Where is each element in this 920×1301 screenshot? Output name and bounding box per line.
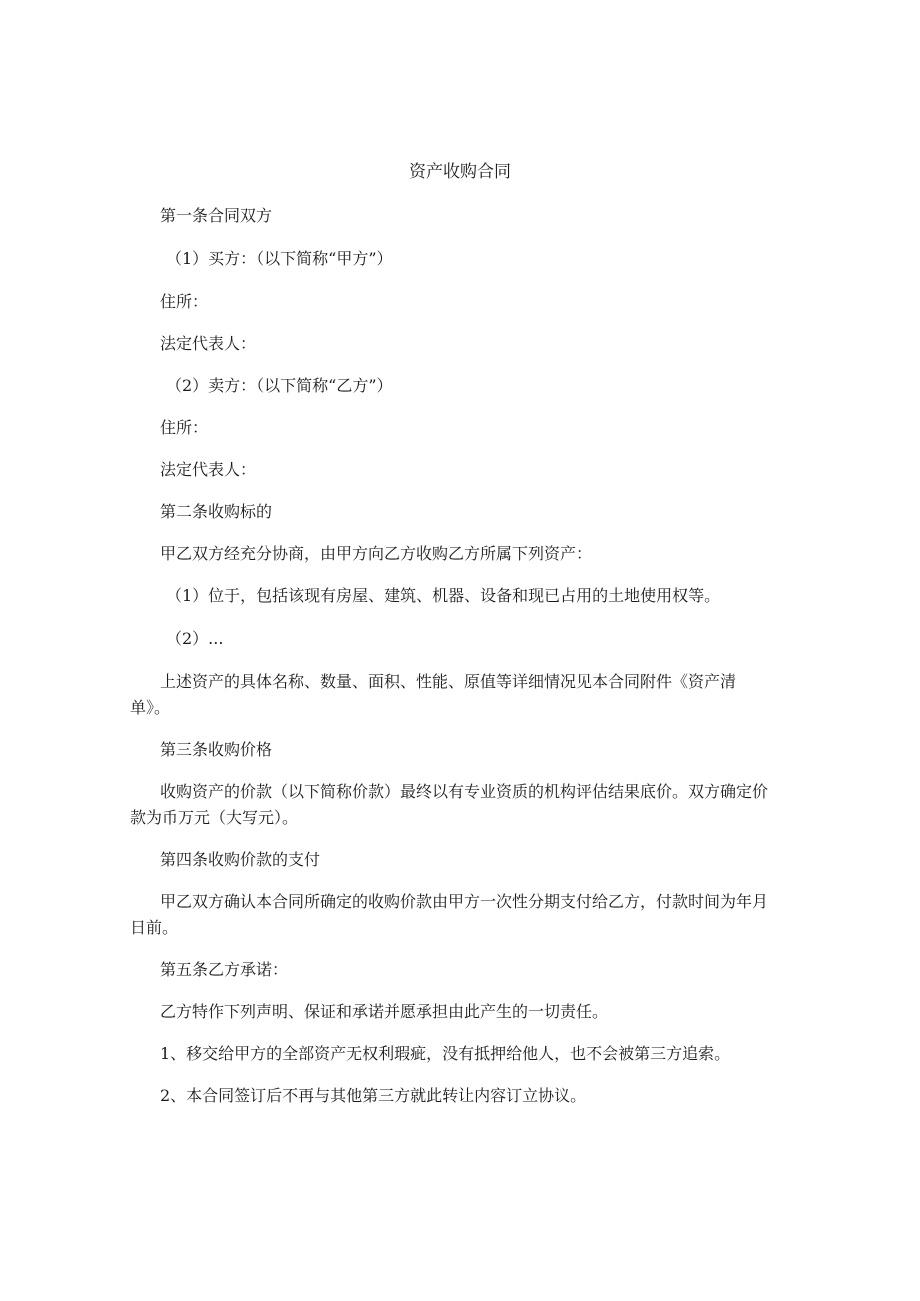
article-5-intro: 乙方特作下列声明、保证和承诺并愿承担由此产生的一切责任。 <box>160 1002 609 1021</box>
asset-item-1: （1）位于，包括该现有房屋、建筑、机器、设备和现已占用的土地使用权等。 <box>166 586 721 605</box>
promise-item-2: 2、本合同签订后不再与其他第三方就此转让内容订立协议。 <box>160 1086 587 1105</box>
price-line-2: 款为币万元（大写元）。 <box>130 808 299 827</box>
buyer-address: 住所： <box>160 292 209 311</box>
payment-line-1: 甲乙双方确认本合同所确定的收购价款由甲方一次性分期支付给乙方，付款时间为年月 <box>160 892 769 911</box>
asset-details-line-2: 单》。 <box>130 698 171 717</box>
article-3-heading: 第三条收购价格 <box>160 740 273 759</box>
seller-representative: 法定代表人： <box>160 460 257 479</box>
document-title: 资产收购合同 <box>409 162 511 182</box>
buyer-line: （1）买方：（以下简称“甲方”） <box>166 249 393 268</box>
seller-line: （2）卖方：（以下简称“乙方”） <box>166 376 393 395</box>
article-4-heading: 第四条收购价款的支付 <box>160 850 321 869</box>
asset-details-line-1: 上述资产的具体名称、数量、面积、性能、原值等详细情况见本合同附件《资产清 <box>160 672 737 691</box>
article-2-intro: 甲乙双方经充分协商，由甲方向乙方收购乙方所属下列资产： <box>160 544 593 563</box>
promise-item-1: 1、移交给甲方的全部资产无权利瑕疵，没有抵押给他人，也不会被第三方追索。 <box>160 1044 731 1063</box>
price-line-1: 收购资产的价款（以下简称价款）最终以有专业资质的机构评估结果底价。双方确定价 <box>160 782 769 801</box>
payment-line-2: 日前。 <box>130 918 179 937</box>
article-5-heading: 第五条乙方承诺： <box>160 960 289 979</box>
buyer-representative: 法定代表人： <box>160 334 257 353</box>
article-1-heading: 第一条合同双方 <box>160 206 273 225</box>
article-2-heading: 第二条收购标的 <box>160 502 273 521</box>
asset-item-2: （2）... <box>166 629 224 648</box>
seller-address: 住所： <box>160 418 209 437</box>
